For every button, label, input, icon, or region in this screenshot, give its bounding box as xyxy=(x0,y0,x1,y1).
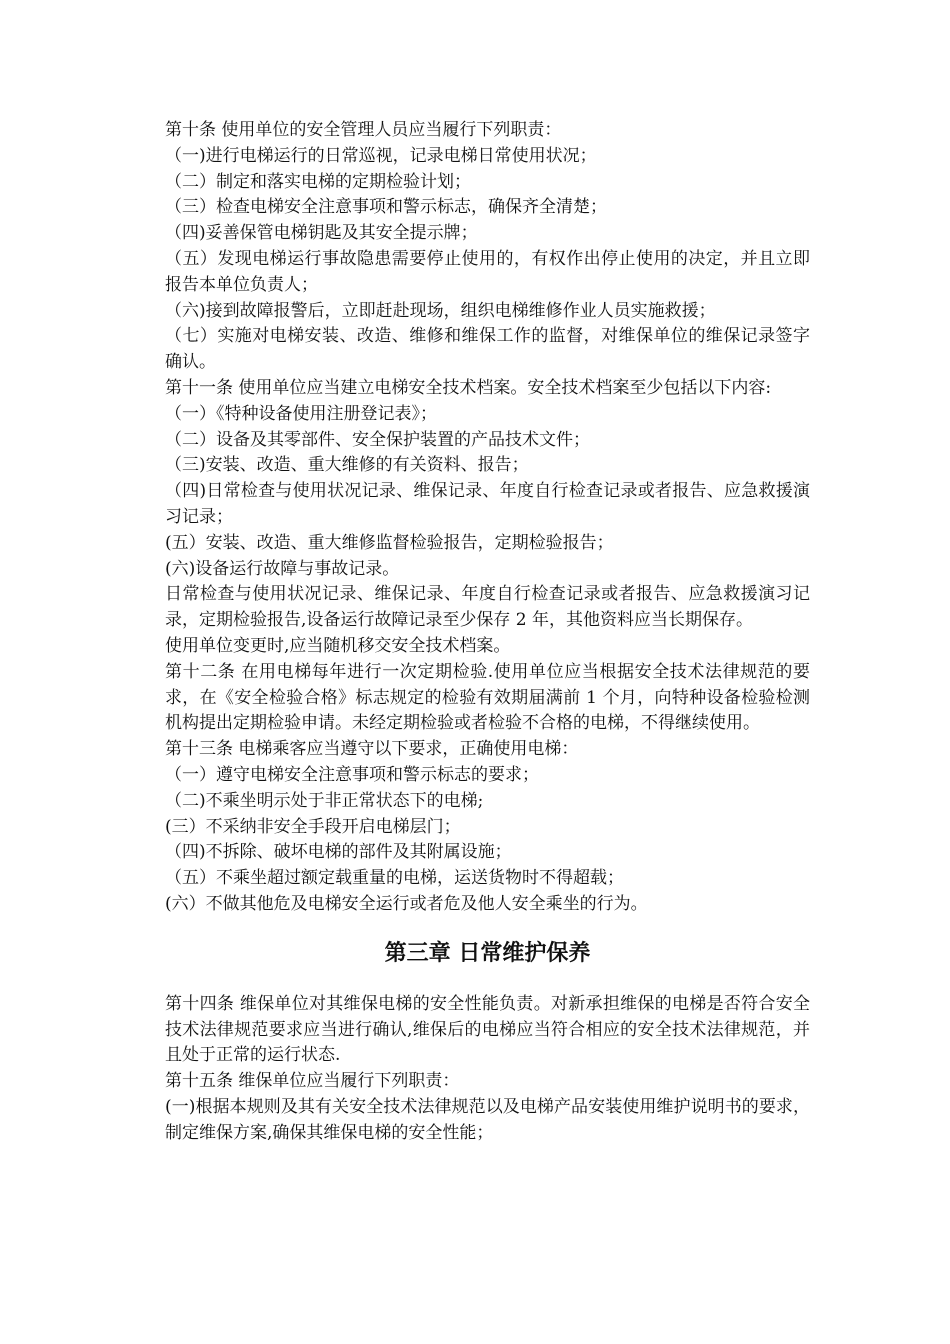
paragraph: （三）检查电梯安全注意事项和警示标志，确保齐全清楚； xyxy=(165,197,607,218)
paragraph: (三）不采纳非安全手段开启电梯层门； xyxy=(165,816,461,837)
paragraph: （二）制定和落实电梯的定期检验计划； xyxy=(165,171,471,192)
paragraph: （四)日常检查与使用状况记录、维保记录、年度自行检查记录或者报告、应急救援演习记录； xyxy=(165,481,810,527)
paragraph: （一）《特种设备使用注册登记表》； xyxy=(165,403,437,424)
paragraph: (一)根据本规则及其有关安全技术法律规范以及电梯产品安装使用维护说明书的要求，制定维保方案,确保其维保电梯的安全性能； xyxy=(165,1096,810,1143)
paragraph: （六)接到故障报警后，立即赶赴现场，组织电梯维修作业人员实施救援； xyxy=(165,300,716,321)
paragraph: 第十条 使用单位的安全管理人员应当履行下列职责： xyxy=(165,120,562,140)
paragraph: 第十二条 在用电梯每年进行一次定期检验.使用单位应当根据安全技术法律规范的要求，在《安全检验合格》标志规定的检验有效期届满前 1 个月，向特种设备检验检测机构提出定期检验申请。未经定期检验或者检验不合格的电梯，不得继续使用。 xyxy=(165,661,810,734)
paragraph: (五）安装、改造、重大维修监督检验报告，定期检验报告； xyxy=(165,532,614,553)
paragraph: （七）实施对电梯安装、改造、维修和维保工作的监督，对维保单位的维保记录签字确认。 xyxy=(165,326,810,373)
paragraph: （四)妥善保管电梯钥匙及其安全提示牌； xyxy=(165,223,478,244)
paragraph: 第十五条 维保单位应当履行下列职责： xyxy=(165,1071,460,1092)
paragraph: （五）不乘坐超过额定载重量的电梯，运送货物时不得超载； xyxy=(165,868,624,889)
paragraph: （一)进行电梯运行的日常巡视，记录电梯日常使用状况； xyxy=(165,145,597,166)
chapter-title: 第三章 日常维护保养 xyxy=(384,939,591,966)
paragraph: 第十四条 维保单位对其维保电梯的安全性能负责。对新承担维保的电梯是否符合安全技术法律规范要求应当进行确认,维保后的电梯应当符合相应的安全技术法律规范，并且处于正常的运行状态. xyxy=(165,993,810,1066)
paragraph: （四)不拆除、破坏电梯的部件及其附属设施； xyxy=(165,842,512,863)
paragraph: (六）不做其他危及电梯安全运行或者危及他人安全乘坐的行为。 xyxy=(165,893,648,914)
paragraph: （一）遵守电梯安全注意事项和警示标志的要求； xyxy=(165,764,539,785)
paragraph: （三)安装、改造、重大维修的有关资料、报告； xyxy=(165,455,529,476)
paragraph: (六)设备运行故障与事故记录。 xyxy=(165,558,400,579)
document-body xyxy=(165,118,810,1146)
paragraph: 第十三条 电梯乘客应当遵守以下要求，正确使用电梯： xyxy=(165,739,579,760)
paragraph: （二）设备及其零部件、安全保护装置的产品技术文件； xyxy=(165,429,590,450)
paragraph: 日常检查与使用状况记录、维保记录、年度自行检查记录或者报告、应急救援演习记录，定期检验报告,设备运行故障记录至少保存 2 年，其他资料应当长期保存。 xyxy=(165,584,810,631)
paragraph: （二)不乘坐明示处于非正常状态下的电梯; xyxy=(165,790,484,811)
paragraph: 使用单位变更时,应当随机移交安全技术档案。 xyxy=(165,635,511,656)
paragraph: （五）发现电梯运行事故隐患需要停止使用的，有权作出停止使用的决定，并且立即报告本单位负责人； xyxy=(165,248,810,295)
paragraph: 第十一条 使用单位应当建立电梯安全技术档案。安全技术档案至少包括以下内容: xyxy=(165,377,772,398)
